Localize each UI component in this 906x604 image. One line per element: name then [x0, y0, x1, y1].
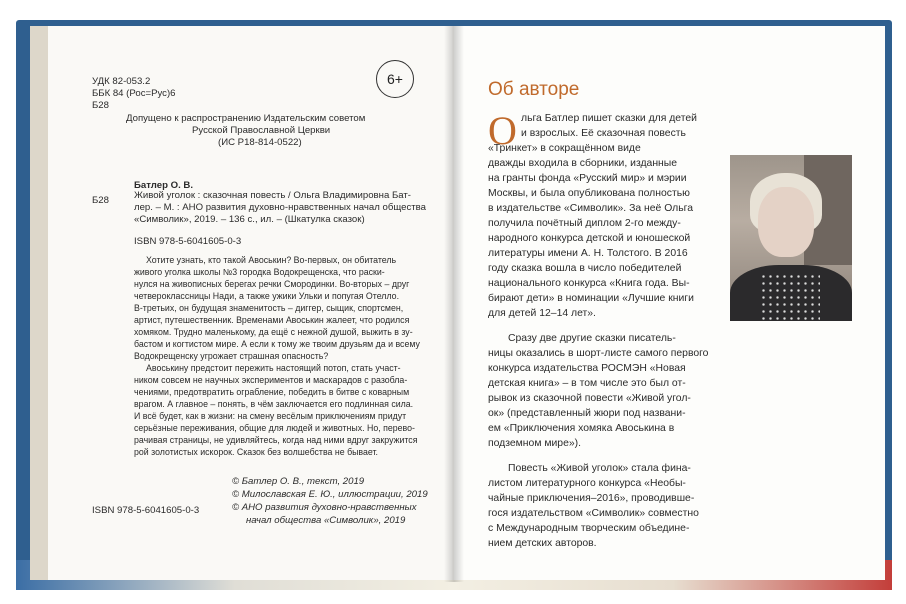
p3-line-4: гося издательством «Символик» совместно: [488, 508, 699, 519]
biblio-line-1: Живой уголок : сказочная повесть / Ольга Владимировна Бат-: [134, 190, 411, 201]
p3-line-2: листом литературного конкурса «Необы-: [488, 478, 686, 489]
p1-line-3: «Тринкет» в сокращённом виде: [488, 143, 641, 154]
p1-line-10: литературы имени А. Н. Толстого. В 2016: [488, 248, 688, 259]
p2-line-1: Сразу две другие сказки писатель-: [508, 333, 676, 344]
annotation-line-4: четвероклассницы Нади, а также ужики Ульки и попугая Отелло.: [134, 291, 400, 301]
p3-line-5: с Международным творческим объедине-: [488, 523, 690, 534]
copyright-line-1: © Батлер О. В., текст, 2019: [232, 476, 365, 487]
annotation-line-2: живого уголка школы №3 городка Водокрещенска, что раски-: [134, 267, 385, 277]
bbk-line: ББК 84 (Рос=Рус)6: [92, 88, 176, 99]
annotation-line-16: рачивая страницы, не удивляйтесь, когда над ними вдруг закружится: [134, 435, 418, 445]
p2-line-4: детская книга» – в том числе это был от-: [488, 378, 686, 389]
p2-line-2: ницы оказались в шорт-листе самого первого: [488, 348, 709, 359]
annotation-line-15: серьёзные переживания, общие для людей и животных. Но, перево-: [134, 423, 415, 433]
age-rating-badge: 6+: [376, 60, 414, 98]
author-photo: [730, 155, 852, 321]
udk-line: УДК 82-053.2: [92, 76, 151, 87]
p3-line-1: Повесть «Живой уголок» стала фина-: [508, 463, 691, 474]
annotation-line-11: ником совсем не научных экспериментов и маскарадов с разобла-: [134, 375, 408, 385]
copyright-line-4: начал общества «Символик», 2019: [246, 515, 406, 526]
p2-line-3: конкурса издательства РОСМЭН «Новая: [488, 363, 686, 374]
copyright-line-3: © АНО развития духовно-нравственных: [232, 502, 417, 513]
catalog-code: Б28: [92, 100, 109, 111]
p1-line-11: году сказка вошла в число победителей: [488, 263, 682, 274]
p1-line-12: национального конкурса «Книга года. Вы-: [488, 278, 690, 289]
catalog-code-2: Б28: [92, 195, 109, 206]
p1-line-14: для детей 12–14 лет».: [488, 308, 596, 319]
annotation-line-1: Хотите узнать, кто такой Авоськин? Во-первых, он обитатель: [146, 255, 397, 265]
p2-line-5: рывок из сказочной повести «Живой угол-: [488, 393, 691, 404]
annotation-line-14: И всё будет, как в жизни: на смену весёлым приключениям придут: [134, 411, 407, 421]
p1-line-8: получила почётный диплом 2-го между-: [488, 218, 681, 229]
book-spine: [444, 26, 464, 582]
approval-line-1: Допущено к распространению Издательским советом: [126, 113, 366, 124]
author-line: Батлер О. В.: [134, 180, 194, 191]
annotation-line-17: рой золотистых искорок. Сказок без волшебства не бывает.: [134, 447, 378, 457]
drop-cap: О: [488, 108, 517, 153]
annotation-line-3: нулся на живописных берегах речки Смородинки. Во-вторых – друг: [134, 279, 410, 289]
isbn-bottom: ISBN 978-5-6041605-0-3: [92, 505, 200, 516]
biblio-line-2: лер. – М. : АНО развития духовно-нравственных начал общества: [134, 202, 426, 213]
p1-line-7: в издательстве «Символик». За неё Ольга: [488, 203, 693, 214]
p1-line-4: дважды входила в сборники, изданные: [488, 158, 678, 169]
p2-line-6: ок» (представленный жюри под названи-: [488, 408, 686, 419]
p1-line-13: бирают дети» в номинации «Лучшие книги: [488, 293, 694, 304]
p3-line-6: нием детских авторов.: [488, 538, 597, 549]
p1-line-2: и взрослых. Её сказочная повесть: [521, 128, 686, 139]
p2-line-8: подземном мире»).: [488, 438, 581, 449]
annotation-line-5: В-третьих, он будущая знаменитость – диггер, сыщик, спортсмен,: [134, 303, 404, 313]
approval-line-2: Русской Православной Церкви: [192, 125, 331, 136]
about-author-heading: Об авторе: [488, 79, 580, 100]
annotation-line-12: чениями, предотвратить ограбление, победить в битве с коварным: [134, 387, 410, 397]
approval-line-3: (ИС Р18-814-0522): [218, 137, 302, 148]
annotation-line-10: Авоськину предстоит пережить настоящий потоп, стать участ-: [146, 363, 401, 373]
biblio-line-3: «Символик», 2019. – 136 с., ил. – (Шкатулка сказок): [134, 214, 365, 225]
p3-line-3: чайные приключения–2016», проводивше-: [488, 493, 695, 504]
p2-line-7: ем «Приключения хомяка Авоськина в: [488, 423, 675, 434]
p1-line-5: на гранты фонда «Русский мир» и мэрии: [488, 173, 687, 184]
p1-line-6: Москвы, и была опубликована полностью: [488, 188, 690, 199]
copyright-line-2: © Милославская Е. Ю., иллюстрации, 2019: [232, 489, 428, 500]
annotation-line-6: артист, путешественник. Временами Авоськин жалеет, что родился: [134, 315, 410, 325]
annotation-line-13: врагом. А главное – понять, в чём заключается его подлинная сила.: [134, 399, 414, 409]
annotation-line-7: хомяком. Трудно маленькому, да ещё с нежной душой, выжить в зу-: [134, 327, 413, 337]
annotation-line-9: Водокрещенску угрожает страшная опасность?: [134, 351, 329, 361]
isbn-top: ISBN 978-5-6041605-0-3: [134, 236, 242, 247]
p1-line-9: народного конкурса детской и юношеской: [488, 233, 691, 244]
p1-line-1: льга Батлер пишет сказки для детей: [521, 113, 697, 124]
annotation-line-8: бастом и когтистом мире. А если к тому же твоим друзьям да и всему: [134, 339, 420, 349]
